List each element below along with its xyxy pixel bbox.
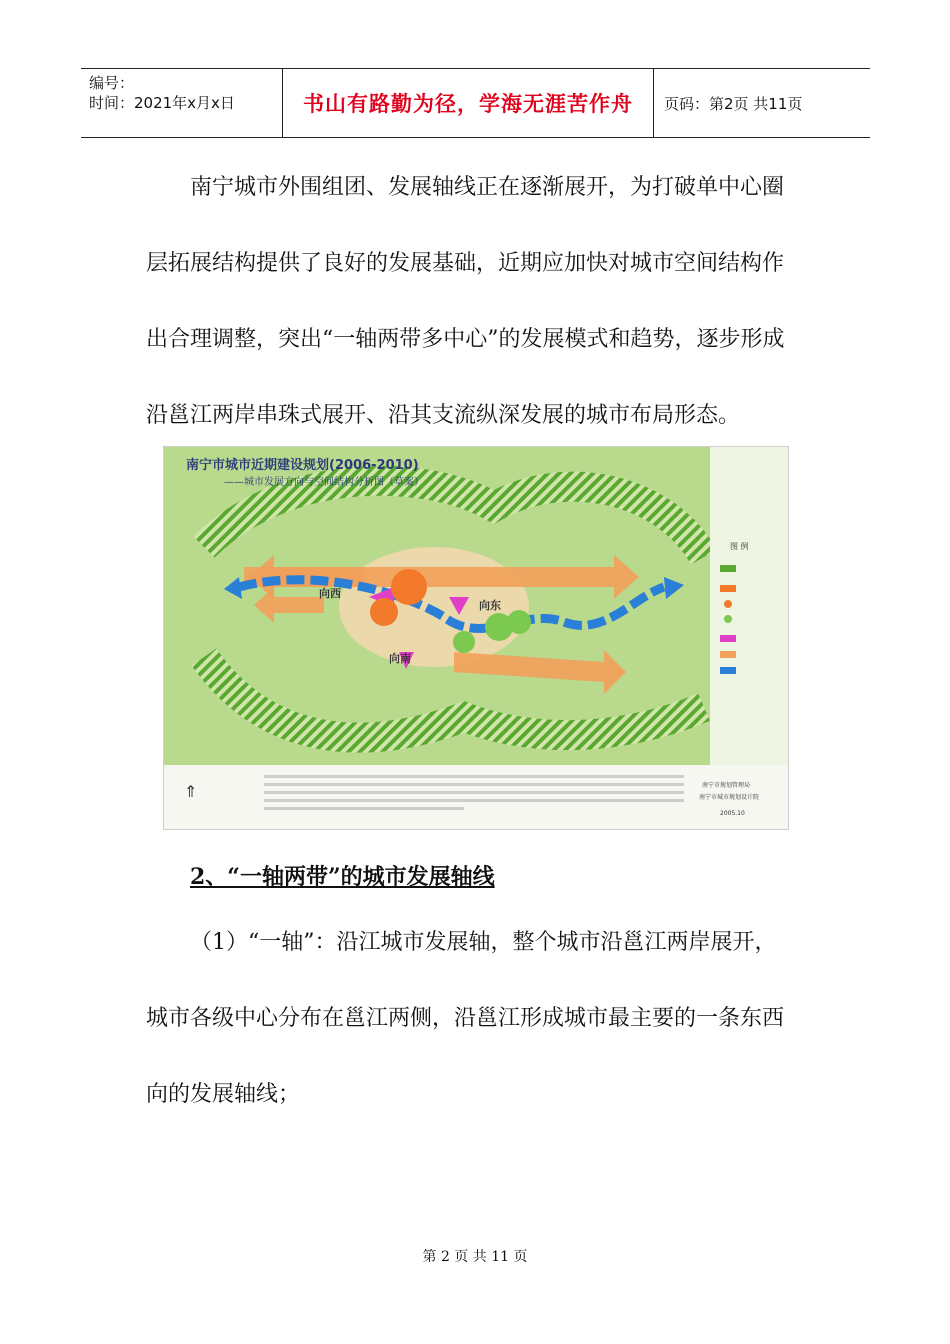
map-date: 2005.10: [720, 810, 745, 817]
planning-map-figure: [163, 446, 789, 830]
center-2: [370, 598, 398, 626]
doc-time-label: 时间：2021年x月x日: [89, 94, 235, 112]
label-east: 向东: [479, 599, 501, 612]
legend-panel: [710, 447, 788, 765]
center-green-2: [507, 610, 531, 634]
page-footer: 第 2 页 共 11 页: [422, 1249, 528, 1265]
paragraph-1: 南宁城市外围组团、发展轴线正在逐渐展开，为打破单中心圈层拓展结构提供了良好的发展基础，近期应加快对城市空间结构作出合理调整，突出“一轴两带多中心”的发展模式和趋势，逐步形成沿邕江两岸串珠式展开、沿其支流纵深发展的城市布局形态。: [146, 175, 785, 428]
section-title: 2、“一轴两带”的城市发展轴线: [190, 864, 495, 890]
map-title: 南宁市城市近期建设规划(2006-2010): [186, 458, 419, 473]
map-subtitle: ——城市发展方向与空间结构分析图（草案）: [224, 477, 424, 488]
label-west: 向西: [319, 587, 341, 600]
center-main: [391, 569, 427, 605]
header-motto: 书山有路勤为径，学海无涯苦作舟: [283, 69, 654, 137]
legend-swatch-3: [724, 600, 732, 608]
map-info-strip: [164, 765, 788, 829]
legend-swatch-5: [720, 635, 736, 642]
map-org-1: 南宁市规划管理局: [702, 782, 751, 789]
legend-swatch-7: [720, 667, 736, 674]
doc-number-label: 编号：: [89, 74, 135, 92]
header-table: [81, 68, 870, 138]
north-arrow-icon: ⇑: [184, 782, 198, 801]
legend-swatch-6: [720, 651, 736, 658]
paragraph-2: （1）“一轴”：沿江城市发展轴，整个城市沿邕江两岸展开，城市各级中心分布在邕江两侧，沿邕江形成城市最主要的一条东西向的发展轴线；: [146, 930, 785, 1107]
header-page-label: 页码：第2页 共11页: [664, 94, 803, 113]
center-green-3: [453, 631, 475, 653]
legend-swatch-1: [720, 565, 736, 572]
header-left-cell: [81, 69, 283, 137]
label-south: 向南: [389, 652, 411, 665]
map-org-2: 南宁市城市规划设计院: [699, 794, 760, 801]
planning-map: [164, 447, 788, 829]
legend-swatch-4: [724, 615, 732, 623]
legend-swatch-2: [720, 585, 736, 592]
legend-title: 图 例: [730, 542, 749, 551]
